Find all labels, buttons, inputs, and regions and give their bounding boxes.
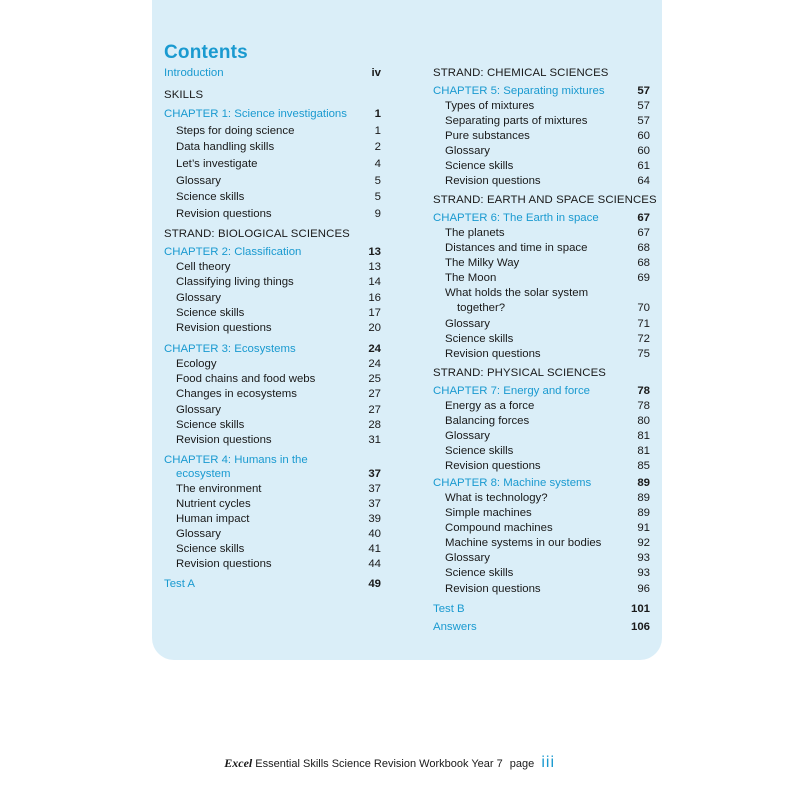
book-title: Essential Skills Science Revision Workbook Year 7 [255, 758, 503, 770]
brand-logo: Excel [224, 756, 253, 770]
page-label: page [509, 758, 535, 770]
page-title: Contents [164, 42, 248, 63]
toc-chapter-4[interactable]: CHAPTER 4: Humans in the ecosystem 37 [164, 454, 381, 480]
page-number: iii [541, 754, 555, 771]
page-footer [224, 754, 555, 772]
toc-item-solar-system[interactable]: What holds the solar system together? 70 [445, 287, 650, 314]
